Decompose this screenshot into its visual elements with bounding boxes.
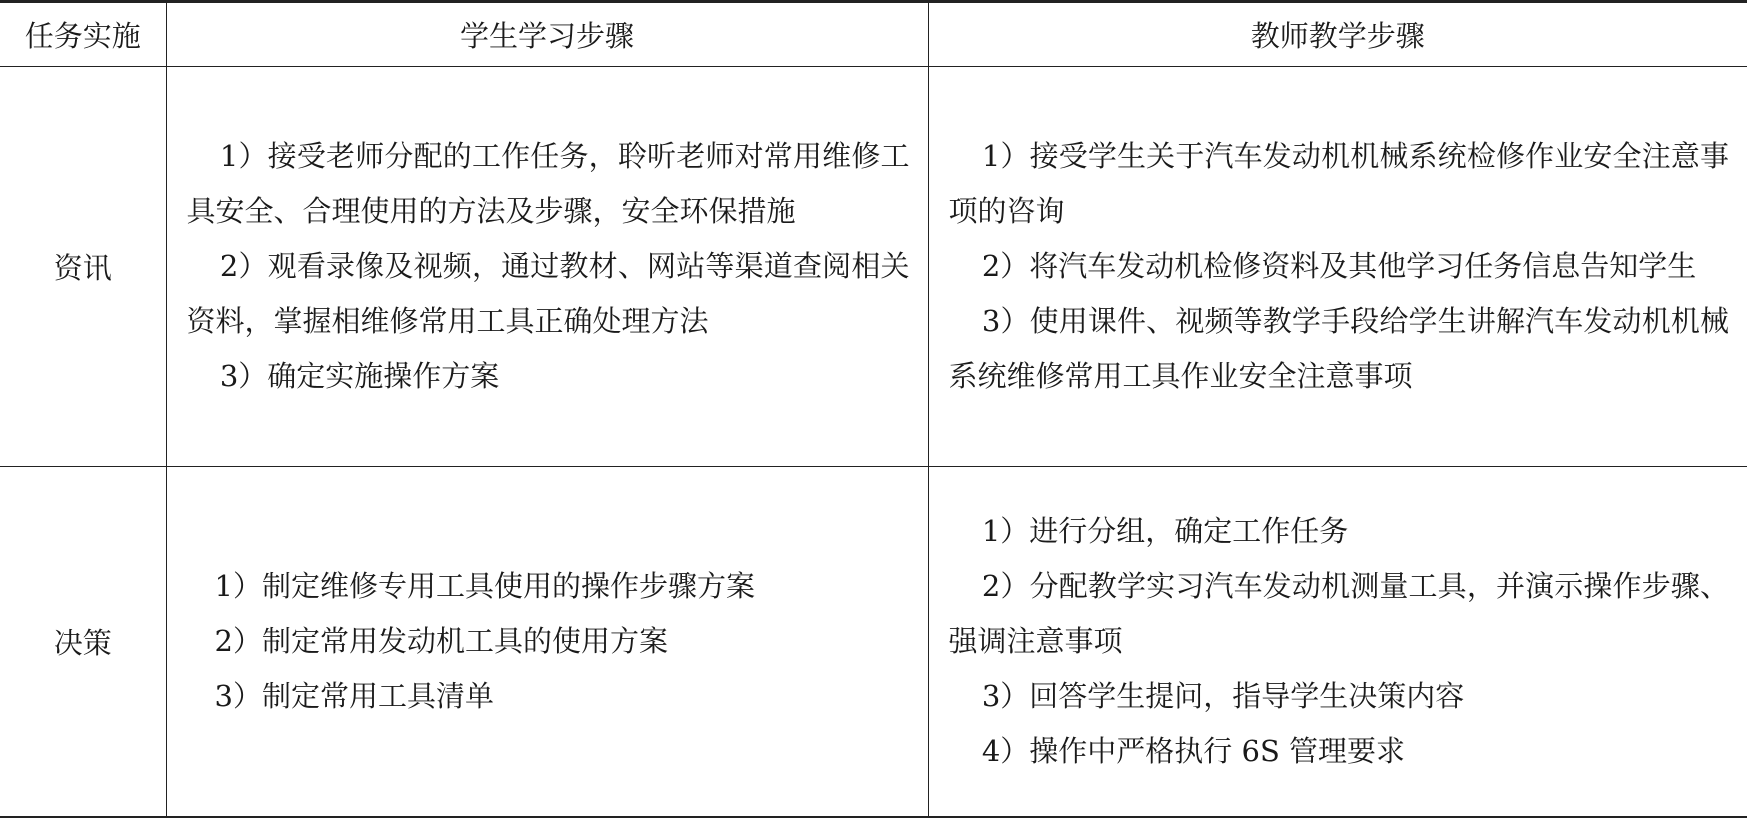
student-step-list (187, 129, 910, 404)
teacher-step-list (949, 504, 1730, 779)
student-steps-cell (166, 67, 928, 467)
list-item: 3）确定实施操作方案 (219, 359, 500, 393)
list-item: 2）观看录像及视频，通过教材、网站等渠道查阅相关资料，掌握相维修常用工具正确处理方法 (186, 249, 910, 338)
list-item: 4）操作中严格执行 6S 管理要求 (981, 734, 1406, 768)
list-item: 2）将汽车发动机检修资料及其他学习任务信息告知学生 (981, 249, 1697, 283)
list-item: 1）接受老师分配的工作任务，聆听老师对常用维修工具安全、合理使用的方法及步骤，安全环保措施 (186, 139, 910, 228)
phase-cell: 资讯 (0, 67, 166, 467)
teacher-step-list (949, 129, 1730, 404)
header-teacher-steps: 教师教学步骤 (928, 2, 1747, 67)
teacher-steps-cell (928, 67, 1747, 467)
list-item: 3）回答学生提问，指导学生决策内容 (981, 679, 1465, 713)
phase-cell: 决策 (0, 467, 166, 818)
teacher-steps-cell (928, 467, 1747, 818)
list-item: 1）制定维修专用工具使用的操作步骤方案 (214, 569, 755, 603)
student-steps-cell (166, 467, 928, 818)
table-row (0, 467, 1747, 818)
list-item: 1）接受学生关于汽车发动机机械系统检修作业安全注意事项的咨询 (948, 139, 1729, 228)
list-item: 3）制定常用工具清单 (214, 679, 494, 713)
list-item: 2）分配教学实习汽车发动机测量工具，并演示操作步骤、强调注意事项 (948, 569, 1729, 658)
student-step-list (187, 559, 910, 724)
list-item: 3）使用课件、视频等教学手段给学生讲解汽车发动机机械系统维修常用工具作业安全注意事项 (948, 304, 1729, 393)
list-item: 2）制定常用发动机工具的使用方案 (214, 624, 668, 658)
list-item: 1）进行分组，确定工作任务 (981, 514, 1349, 548)
header-row (0, 2, 1747, 67)
table-row (0, 67, 1747, 467)
header-phase: 任务实施 (0, 2, 166, 67)
header-student-steps: 学生学习步骤 (166, 2, 928, 67)
